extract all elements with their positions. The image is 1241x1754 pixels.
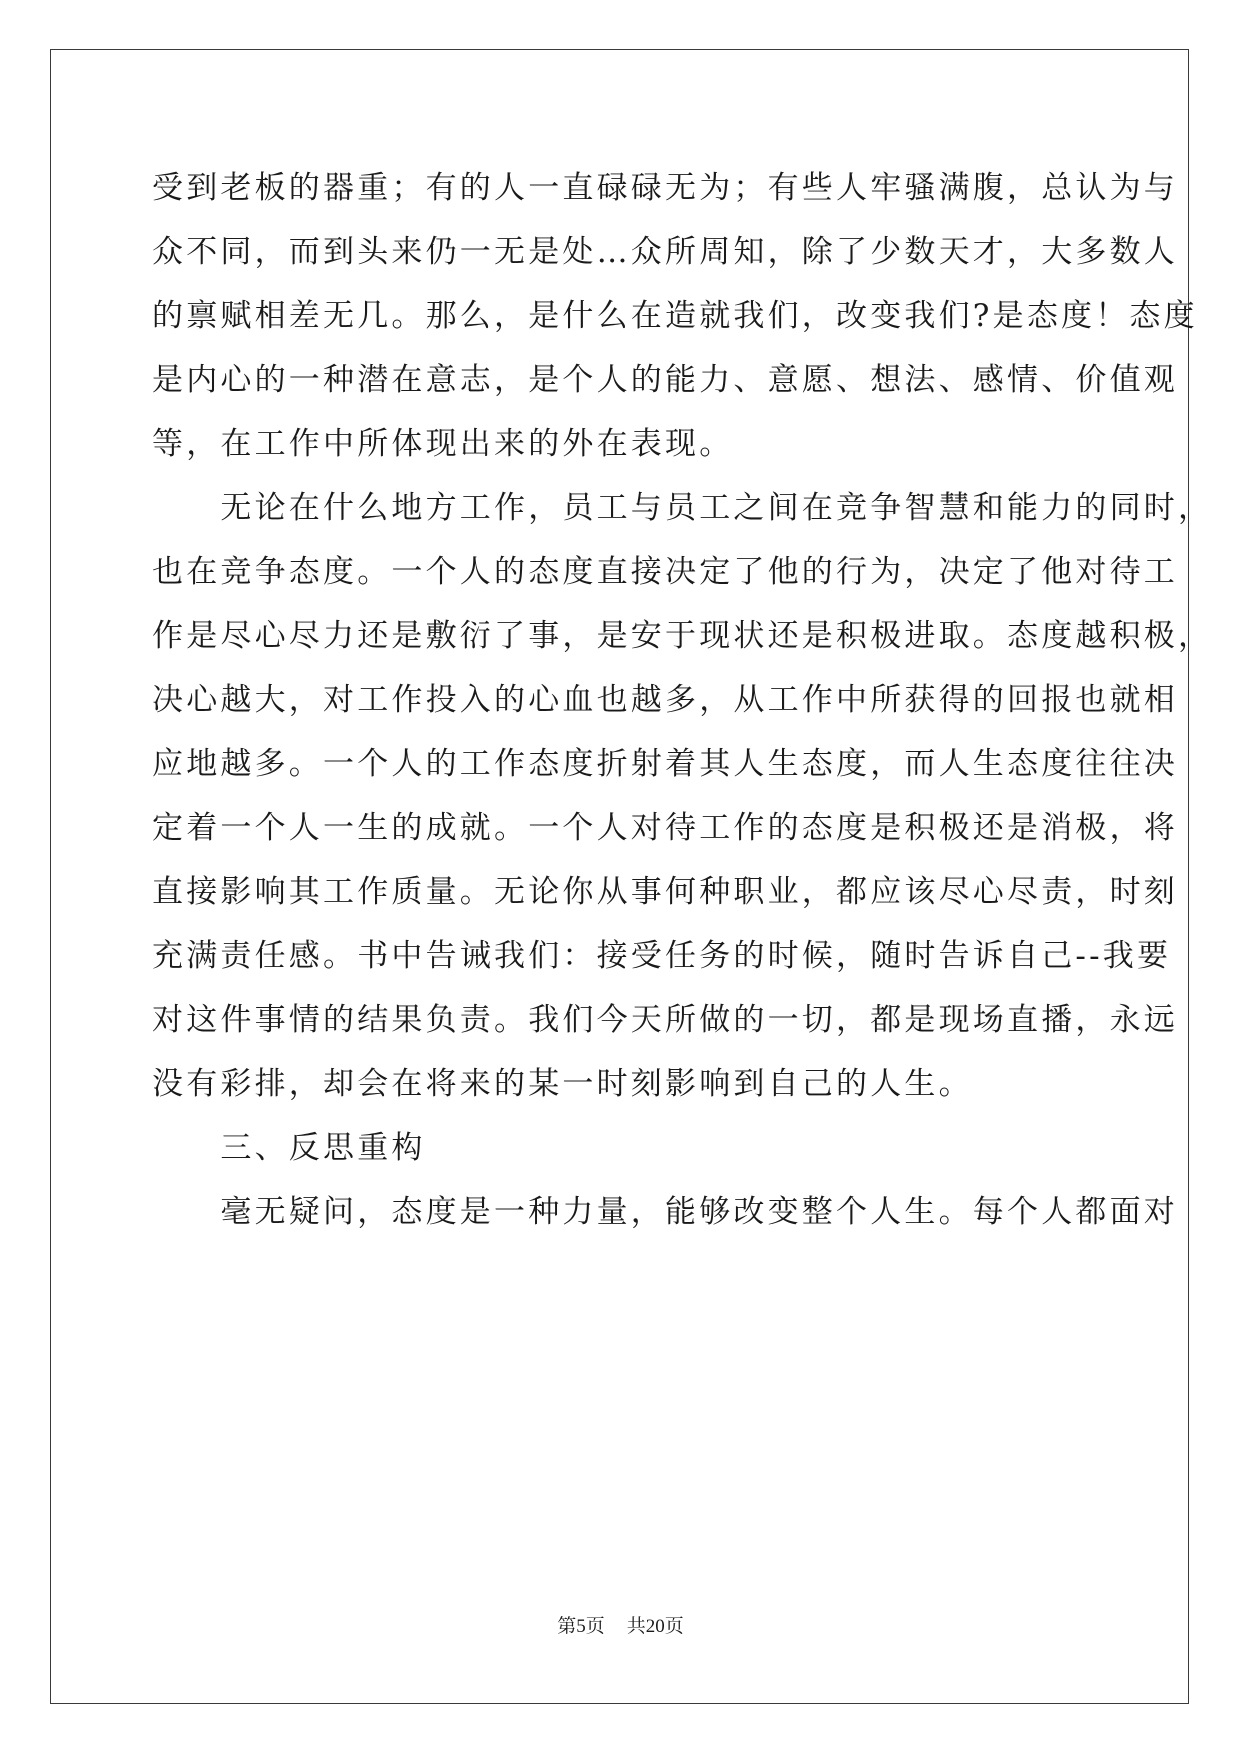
text-line-4: 是内心的一种潜在意志，是个人的能力、意愿、想法、感情、价值观 [152,362,1178,398]
text-line-17: 毫无疑问，态度是一种力量，能够改变整个人生。每个人都面对 [152,1194,1178,1230]
total-prefix: 共 [626,1616,646,1637]
text-line-8: 作是尽心尽力还是敷衍了事，是安于现状还是积极进取。态度越积极， [152,618,1213,654]
text-line-6: 无论在什么地方工作，员工与员工之间在竞争智慧和能力的同时， [152,490,1213,526]
text-line-9: 决心越大，对工作投入的心血也越多，从工作中所获得的回报也就相 [152,682,1178,718]
total-suffix: 页 [664,1616,684,1637]
text-line-12: 直接影响其工作质量。无论你从事何种职业，都应该尽心尽责，时刻 [152,874,1178,910]
text-line-13: 充满责任感。书中告诫我们：接受任务的时候，随时告诉自己--我要 [152,938,1172,974]
text-line-1: 受到老板的器重；有的人一直碌碌无为；有些人牢骚满腹，总认为与 [152,170,1178,206]
text-line-3: 的禀赋相差无几。那么，是什么在造就我们，改变我们?是态度！态度 [152,298,1198,334]
text-line-11: 定着一个人一生的成就。一个人对待工作的态度是积极还是消极，将 [152,810,1178,846]
page-suffix: 页 [585,1616,605,1637]
section-heading: 三、反思重构 [152,1130,426,1166]
text-line-14: 对这件事情的结果负责。我们今天所做的一切，都是现场直播，永远 [152,1002,1178,1038]
text-line-7: 也在竞争态度。一个人的态度直接决定了他的行为，决定了他对待工 [152,554,1178,590]
text-line-15: 没有彩排，却会在将来的某一时刻影响到自己的人生。 [152,1066,973,1102]
text-line-10: 应地越多。一个人的工作态度折射着其人生态度，而人生态度往往决 [152,746,1178,782]
total-pages: 20 [645,1616,665,1637]
page-number: 5 [576,1616,586,1637]
text-line-5: 等，在工作中所体现出来的外在表现。 [152,426,734,462]
text-line-2: 众不同，而到头来仍一无是处…众所周知，除了少数天才，大多数人 [152,234,1178,270]
page-footer [0,1615,1241,1639]
page-prefix: 第 [557,1616,577,1637]
